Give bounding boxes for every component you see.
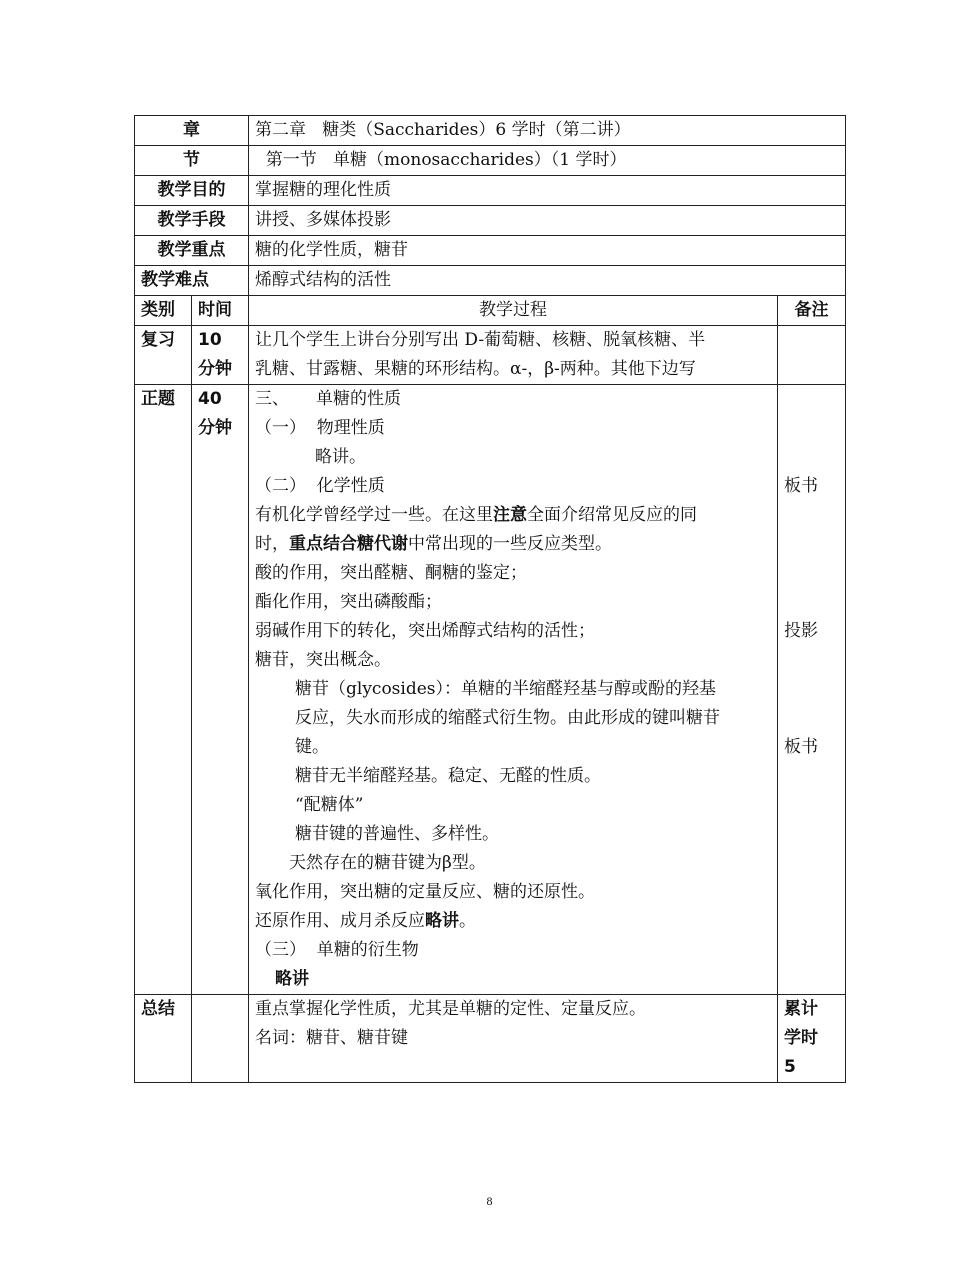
column-header-row (135, 296, 846, 326)
note-board-2: 板书 (784, 737, 818, 757)
main-notes (778, 385, 846, 995)
summary-category: 总结 (135, 995, 192, 1083)
difficulty-label: 教学难点 (135, 266, 249, 296)
note-projection: 投影 (784, 621, 818, 641)
main-category: 正题 (135, 385, 192, 995)
main-process: 三、 单糖的性质 （一） 物理性质 略讲。 （二） 化学性质 有机化学曾经学过一些。在这里注意全面介绍常见反应的同 时，重点结合糖代谢中常出现的一些反应类型。 酸的作用，突出醛糖、酮糖的鉴定； 酯化作用，突出磷酸酯； 弱碱作用下的转化，突出烯醇式结构的活性； 糖苷，突出概念。 糖苷（glycosides）：单糖的半缩醛羟基与醇或酚的羟基 反应，失水而形成的缩醛式衍生物。由此形成的键叫糖苷 键。 糖苷无半缩醛羟基。稳定、无醛的性质。 “配糖体” 糖苷键的普遍性、多样性。 天然存在的糖苷键为β型。 氧化作用，突出糖的定量反应、糖的还原性。 还原作用、成月杀反应略讲。 （三） 单糖的衍生物 略讲 (249, 385, 778, 995)
review-notes (778, 326, 846, 385)
review-time: 10 分钟 (192, 326, 249, 385)
keypoint-row (135, 236, 846, 266)
review-process: 让几个学生上讲台分别写出 D-葡萄糖、核糖、脱氧核糖、半 乳糖、甘露糖、果糖的环形结构。α-，β-两种。其他下边写 (249, 326, 778, 385)
section-value: 第一节 单糖（monosaccharides）（1 学时） (249, 146, 846, 176)
difficulty-row (135, 266, 846, 296)
method-row (135, 206, 846, 236)
notes-header: 备注 (778, 296, 846, 326)
main-row (135, 385, 846, 995)
time-header: 时间 (192, 296, 249, 326)
difficulty-value: 烯醇式结构的活性 (249, 266, 846, 296)
section-row (135, 146, 846, 176)
review-row (135, 326, 846, 385)
method-label: 教学手段 (135, 206, 249, 236)
chapter-value: 第二章 糖类（Saccharides）6 学时（第二讲） (249, 116, 846, 146)
chapter-row (135, 116, 846, 146)
chapter-label: 章 (135, 116, 249, 146)
main-time: 40 分钟 (192, 385, 249, 995)
process-header: 教学过程 (249, 296, 778, 326)
summary-time (192, 995, 249, 1083)
page-number: 8 (486, 1194, 493, 1208)
summary-notes: 累计 学时 5 (778, 995, 846, 1083)
summary-row (135, 995, 846, 1083)
category-header: 类别 (135, 296, 192, 326)
method-value: 讲授、多媒体投影 (249, 206, 846, 236)
keypoint-label: 教学重点 (135, 236, 249, 266)
review-category: 复习 (135, 326, 192, 385)
keypoint-value: 糖的化学性质，糖苷 (249, 236, 846, 266)
lesson-plan-table (134, 115, 846, 1083)
summary-process: 重点掌握化学性质，尤其是单糖的定性、定量反应。 名词：糖苷、糖苷键 (249, 995, 778, 1083)
objective-value: 掌握糖的理化性质 (249, 176, 846, 206)
section-label: 节 (135, 146, 249, 176)
objective-row (135, 176, 846, 206)
objective-label: 教学目的 (135, 176, 249, 206)
note-board-1: 板书 (784, 476, 818, 496)
